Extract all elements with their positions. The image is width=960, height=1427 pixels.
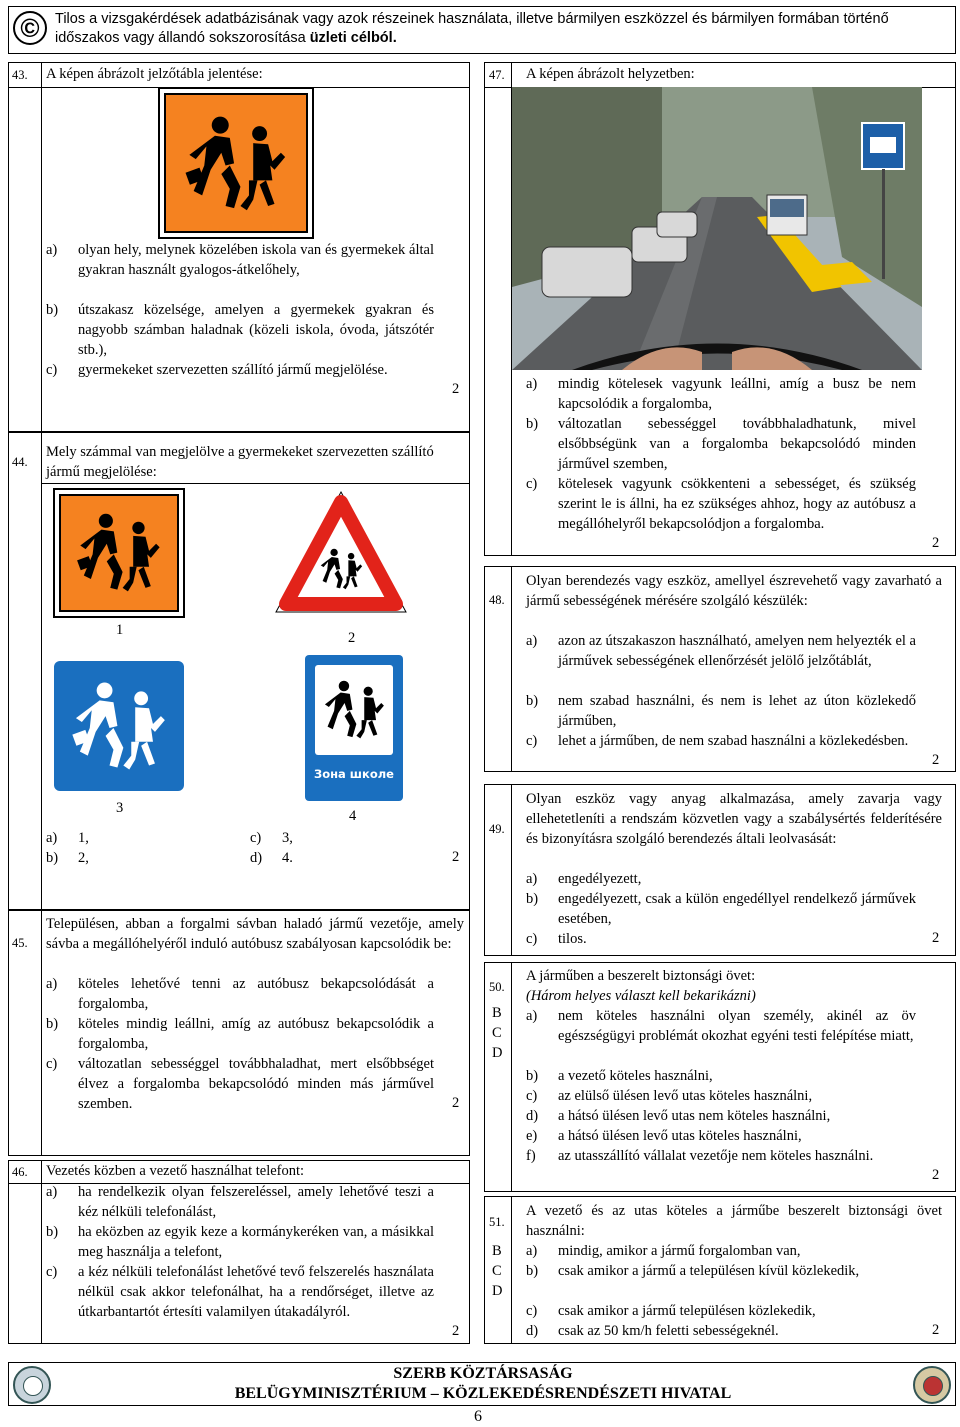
- answer-option[interactable]: b) 2,: [46, 850, 89, 866]
- sign-label-4: 4: [349, 808, 357, 824]
- copyright-icon: ©: [13, 11, 47, 45]
- copyright-line-2: időszakos vagy állandó sokszorosítása: [55, 30, 310, 46]
- points-value: 2: [932, 1167, 940, 1183]
- question-number: 48.: [489, 593, 505, 607]
- question-text: A vezető és az utas köteles a járműbe beszerelt biztonsági övet használni:: [526, 1203, 942, 1239]
- answer-option[interactable]: c) csak amikor a jármű településen közlekedik,: [526, 1303, 816, 1319]
- answer-option[interactable]: f) az utasszállító vállalat vezetője nem köteles használni.: [526, 1148, 874, 1164]
- question-text: Olyan berendezés vagy eszköz, amellyel észrevehető vagy zavarható a jármű sebességének mérésére szolgáló készülék:: [526, 573, 942, 609]
- ministry-emblem-icon: [913, 1366, 951, 1404]
- sign-3-blue-children-crossing-image[interactable]: [51, 658, 187, 794]
- question-number: 43.: [12, 68, 28, 82]
- answer-option[interactable]: c) a kéz nélküli telefonálást lehetővé tevő felszerelés használata nélkül csak akkor telefonálhat, ha a rendőrséget, illetve az útkarbantartót értesíti valamilyen útakadályról.: [46, 1264, 434, 1320]
- children-icon: [183, 109, 289, 218]
- points-value: 2: [932, 535, 940, 551]
- answer-option[interactable]: b) útszakasz közelsége, amelyen a gyermekek gyakran és nagyobb számban haladnak (közeli iskola, óvoda, játszótér stb.),: [46, 302, 434, 358]
- license-category-b: B: [492, 1243, 502, 1259]
- answer-option[interactable]: b) köteles mindig leállni, amíg az autóbusz bekapcsolódik a forgalomba,: [46, 1016, 434, 1052]
- answer-option[interactable]: b) ha eközben az egyik keze a kormánykeréken van, a másikkal meg használja a telefont,: [46, 1224, 434, 1260]
- sign-label-3: 3: [116, 800, 124, 816]
- answer-option[interactable]: c) tilos.: [526, 931, 587, 947]
- answer-option[interactable]: a) 1,: [46, 830, 89, 846]
- copyright-line-1: Tilos a vizsgakérdések adatbázisának vagy azok részeinek használata, illetve bármilyen eszközzel és bármilyen formában történő: [55, 11, 889, 27]
- answer-option[interactable]: a) köteles lehetővé tenni az autóbusz bekapcsolódását a forgalomba,: [46, 976, 434, 1012]
- question-number: 44.: [12, 455, 28, 469]
- children-icon: [70, 674, 169, 778]
- sign-2-triangle-children-warning-image[interactable]: [272, 488, 410, 616]
- answer-option[interactable]: a) ha rendelkezik olyan felszereléssel, amely lehetővé teszi a kéz nélküli telefonálást,: [46, 1184, 434, 1220]
- answer-option[interactable]: b) a vezető köteles használni,: [526, 1068, 713, 1084]
- license-category-d: D: [492, 1045, 503, 1061]
- copyright-notice: [55, 10, 955, 48]
- question-number: 49.: [489, 822, 505, 836]
- question-text: A képen ábrázolt helyzetben:: [526, 66, 695, 82]
- question-text: Olyan eszköz vagy anyag alkalmazása, amely zavarja vagy ellehetetleníti a rendszám közvetlen vagy a szabálysértés felderítésére és bizonyításra szolgáló berendezés általi leolvasását:: [526, 791, 942, 847]
- license-category-b: B: [492, 1005, 502, 1021]
- license-category-d: D: [492, 1283, 503, 1299]
- answer-option[interactable]: b) nem szabad használni, és nem is lehet az úton közlekedő járműben,: [526, 693, 916, 729]
- question-text: Mely számmal van megjelölve a gyermekeket szervezetten szállító jármű megjelölése:: [46, 444, 434, 480]
- points-value: 2: [932, 930, 940, 946]
- copyright-line-2-bold: üzleti célból.: [309, 30, 397, 46]
- question-text: A járműben a beszerelt biztonsági övet:: [526, 968, 756, 984]
- copyright-header: [8, 6, 956, 54]
- children-icon: [75, 507, 163, 598]
- question-text: Településen, abban a forgalmi sávban haladó jármű vezetője, amely sávba a megállóhelyéről induló autóbusz szabályosan kapcsolódik be:: [46, 916, 464, 952]
- answer-option[interactable]: c) 3,: [250, 830, 293, 846]
- question-text: Vezetés közben a vezető használhat telefont:: [46, 1163, 305, 1179]
- sign-label-1: 1: [116, 622, 124, 638]
- answer-option[interactable]: d) a hátsó ülésen levő utas nem köteles használni,: [526, 1108, 831, 1124]
- school-zone-text: Зона школе: [314, 767, 394, 781]
- question-note: (Három helyes választ kell bekarikázni): [526, 988, 756, 1004]
- points-value: 2: [932, 752, 940, 768]
- question-number: 50.: [489, 980, 505, 994]
- footer-ministry: BELÜGYMINISZTÉRIUM – KÖZLEKEDÉSRENDÉSZETI HIVATAL: [234, 1385, 732, 1402]
- answer-option[interactable]: c) változatlan sebességgel továbbhaladhat, mert elsőbbséget élvez a forgalomba bekapcsolódó minden más járművel szemben.: [46, 1056, 434, 1112]
- footer-country: SZERB KÖZTÁRSASÁG: [393, 1365, 573, 1382]
- license-category-c: C: [492, 1263, 502, 1279]
- answer-option[interactable]: a) engedélyezett,: [526, 871, 642, 887]
- points-value: 2: [452, 1095, 460, 1111]
- points-value: 2: [452, 381, 460, 397]
- sign-1-orange-school-bus-image[interactable]: [53, 488, 185, 618]
- question-number: 46.: [12, 1165, 28, 1179]
- answer-option[interactable]: d) 4.: [250, 850, 293, 866]
- answer-option[interactable]: b) engedélyezett, csak a külön engedéllyel rendelkező járművek esetében,: [526, 891, 916, 927]
- answer-option[interactable]: a) nem köteles használni olyan személy, akinél az öv egészségügyi problémát okozhat egyéni testi felépítése miatt,: [526, 1008, 916, 1044]
- sign-4-blue-school-zone-image[interactable]: [302, 652, 406, 804]
- answer-option[interactable]: b) csak amikor a jármű a településen kívül közlekedik,: [526, 1263, 860, 1279]
- license-category-c: C: [492, 1025, 502, 1041]
- page-number: 6: [474, 1408, 482, 1425]
- answer-option[interactable]: c) kötelesek vagyunk csökkenteni a sebességet, és szükség szerint le is állni, ha ez szükséges ahhoz, hogy az autóbusz a megállóhelyről bekapcsolódjon a forgalomba.: [526, 476, 916, 532]
- answer-option[interactable]: a) mindig kötelesek vagyunk leállni, amíg a busz be nem kapcsolódik a forgalomba,: [526, 376, 916, 412]
- street-bus-stop-photo: [512, 87, 922, 370]
- answer-option[interactable]: a) mindig, amikor a jármű forgalomban van,: [526, 1243, 801, 1259]
- footer: [8, 1362, 956, 1406]
- answer-option[interactable]: d) csak az 50 km/h feletti sebességeknél.: [526, 1323, 779, 1339]
- question-text: A képen ábrázolt jelzőtábla jelentése:: [46, 66, 263, 82]
- question-number: 47.: [489, 68, 505, 82]
- answer-option[interactable]: a) olyan hely, melynek közelében iskola van és gyermekek által gyakran használt gyalogos-átkelőhely,: [46, 242, 434, 278]
- answer-option[interactable]: e) a hátsó ülésen levő utas köteles használni,: [526, 1128, 802, 1144]
- answer-option[interactable]: c) gyermekeket szervezetten szállító jármű megjelölése.: [46, 362, 388, 378]
- points-value: 2: [452, 849, 460, 865]
- question-number: 51.: [489, 1215, 505, 1229]
- school-children-orange-sign-image: [158, 87, 314, 239]
- points-value: 2: [452, 1323, 460, 1339]
- answer-option[interactable]: c) lehet a járműben, de nem szabad használni a közlekedésben.: [526, 733, 909, 749]
- children-icon: [321, 670, 387, 749]
- sign-label-2: 2: [348, 630, 356, 646]
- answer-option[interactable]: c) az elülső ülésen levő utas köteles használni,: [526, 1088, 813, 1104]
- answer-option[interactable]: a) azon az útszakaszon használható, amelyen nem helyezték el a járművek sebességének ellenőrzését jelölő jelzőtáblát,: [526, 633, 916, 669]
- points-value: 2: [932, 1322, 940, 1338]
- question-number: 45.: [12, 936, 28, 950]
- answer-option[interactable]: b) változatlan sebességgel továbbhaladhatunk, mivel elsőbbségünk van a forgalomba bekapcsolódó minden járművel szemben,: [526, 416, 916, 472]
